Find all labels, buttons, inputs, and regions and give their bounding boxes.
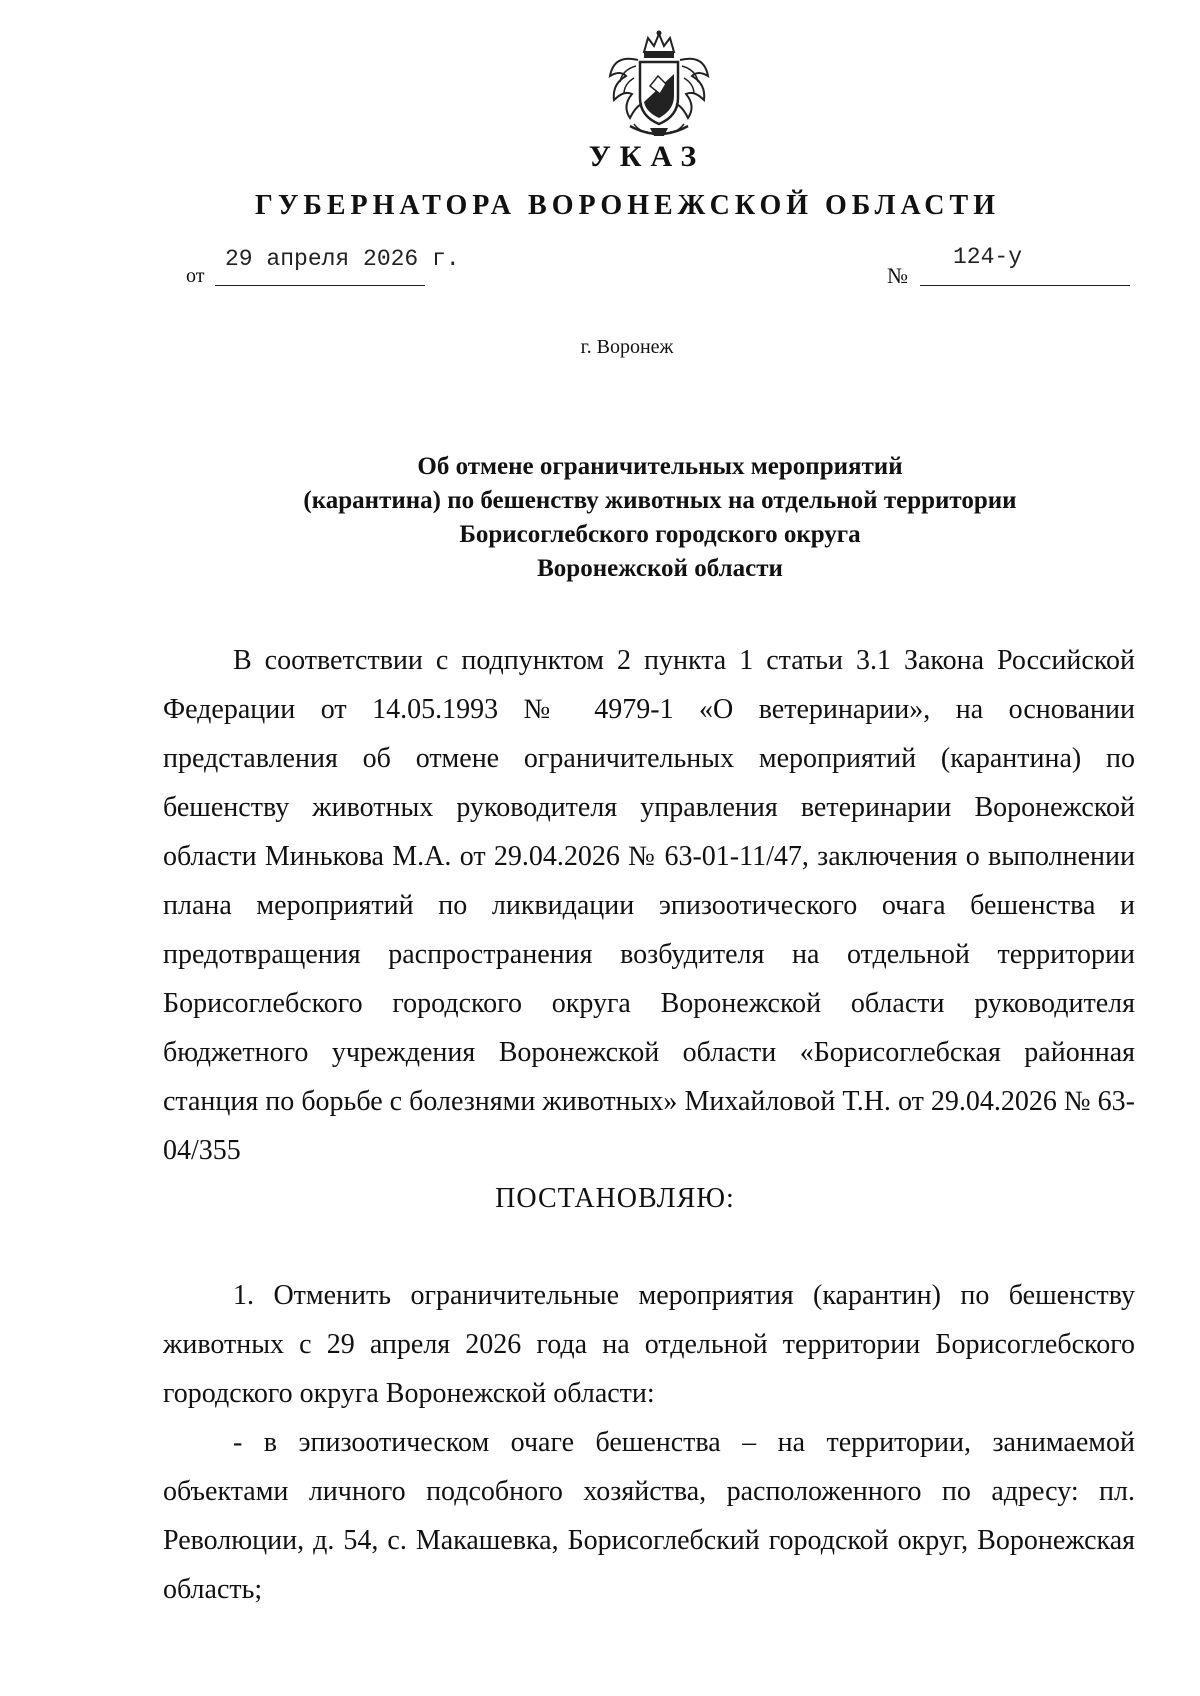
issuing-authority-heading: ГУБЕРНАТОРА ВОРОНЕЖСКОЙ ОБЛАСТИ [255,190,1000,221]
document-title [160,450,1160,586]
document-number: 124-у [953,244,1023,270]
voronezh-coat-of-arms-icon [600,30,718,142]
number-underline [920,285,1130,286]
number-prefix: № [887,263,908,288]
title-line: Борисоглебского городского округа [459,521,861,548]
preamble-section [163,636,1135,1175]
document-date: 29 апреля 2026 г. [225,246,460,272]
decree-items-section [163,1271,1135,1614]
preamble-paragraph: В соответствии с подпунктом 2 пункта 1 статьи 3.1 Закона Российской Федерации от 14.05.1993 № 4979-1 «О ветеринарии», на основании представления об отмене ограничительных мероприятий (карантина) по бешенству животных руководителя управления ветеринарии Воронежской области Минькова М.А. от 29.04.2026 № 63-01-11/47, заключения о выполнении плана мероприятий по ликвидации эпизоотического очага бешенства и предотвращения распространения возбудителя на отдельной территории Борисоглебского городского округа Воронежской области руководителя бюджетного учреждения Воронежской области «Борисоглебская районная станция по борьбе с болезнями животных» Михайловой Т.Н. от 29.04.2026 № 63-04/355 [163,645,1135,1166]
title-line: Воронежской области [537,555,783,582]
date-underline [215,285,425,286]
title-line: (карантина) по бешенству животных на отдельной территории [303,487,1017,514]
document-type-heading: УКАЗ [588,140,706,173]
city-name: г. Воронеж [580,336,674,358]
title-line: Об отмене ограничительных мероприятий [417,453,903,480]
decree-item: 1. Отменить ограничительные мероприятия (карантин) по бешенству животных с 29 апреля 2026 года на отдельной территории Борисоглебского городского округа Воронежской области: [163,1280,1135,1409]
decree-heading: ПОСТАНОВЛЯЮ: [495,1183,735,1214]
date-prefix: от [186,265,205,287]
decree-item: - в эпизоотическом очаге бешенства – на территории, занимаемой объектами личного подсобного хозяйства, расположенного по адресу: пл. Революции, д. 54, с. Макашевка, Борисоглебский городской округ, Воронежская область; [163,1427,1135,1605]
